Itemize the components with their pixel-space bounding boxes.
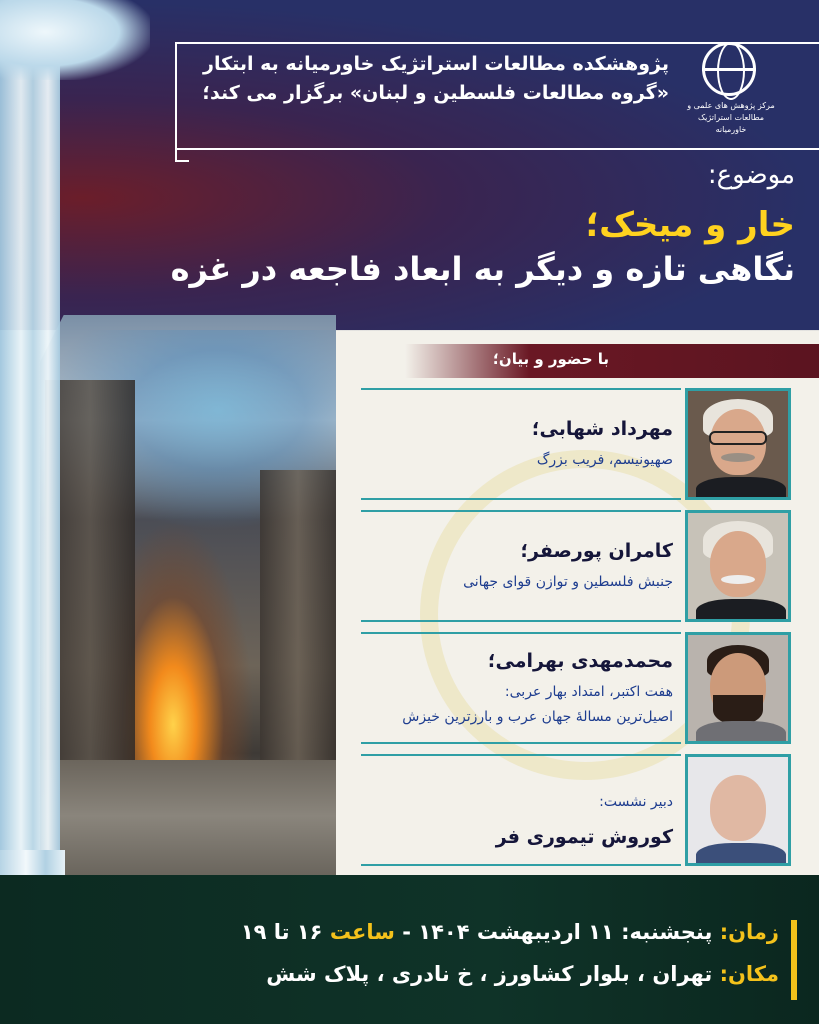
speaker-name: محمدمهدی بهرامی؛ [487, 650, 673, 672]
organizer-line-2: «گروه مطالعات فلسطین و لبنان» برگزار می کند؛ [202, 82, 669, 104]
secretary-photo [685, 754, 791, 866]
topic-label: موضوع: [707, 160, 795, 190]
event-time [241, 920, 779, 944]
column-capital [0, 0, 150, 80]
globe-icon [702, 42, 756, 96]
footer-band [0, 875, 819, 1024]
ruined-building-right [260, 470, 336, 770]
speaker-photo [685, 632, 791, 744]
speaker-photo [685, 388, 791, 500]
organizer-line-1: پژوهشکده مطالعات استراتژیک خاورمیانه به ابتکار [203, 53, 669, 75]
event-hours: ۱۶ تا ۱۹ [240, 920, 323, 944]
secretary-role: دبیر نشست: [599, 794, 673, 810]
logo-caption: مرکز پژوهش های علمی و مطالعات استراتژیک خاورمیانه [687, 101, 775, 134]
speaker-name: کامران پورصفر؛ [520, 540, 673, 562]
event-location [266, 962, 779, 986]
attendance-band [405, 344, 819, 378]
secretary-name: کوروش تیموری فر [495, 826, 673, 848]
institute-logo [683, 42, 793, 142]
speaker-card [361, 632, 791, 744]
time-label: زمان: [719, 920, 779, 944]
speaker-card [361, 510, 791, 622]
speaker-name: مهرداد شهابی؛ [531, 418, 673, 440]
footer-accent-bar [791, 920, 797, 1000]
speaker-card [361, 388, 791, 500]
attendance-label: با حضور و بیان؛ [492, 350, 609, 368]
location-value: تهران ، بلوار کشاورز ، خ نادری ، پلاک شش [266, 962, 713, 986]
speaker-topic: جنبش فلسطین و توازن قوای جهانی [463, 574, 673, 590]
event-subtitle: نگاهی تازه و دیگر به ابعاد فاجعه در غزه [170, 250, 795, 288]
speaker-photo [685, 510, 791, 622]
event-date: پنجشنبه: ۱۱ اردیبهشت ۱۴۰۴ - [394, 920, 713, 944]
hour-label: ساعت [329, 920, 395, 944]
organizer-text [189, 50, 669, 108]
event-title: خار و میخک؛ [585, 205, 795, 245]
speaker-topic-line-2: اصیل‌ترین مسالهٔ جهان عرب و بارزترین خیزش [402, 709, 673, 725]
secretary-card [361, 754, 791, 866]
speaker-topic: صهیونیسم، فریب بزرگ [536, 452, 673, 468]
location-label: مکان: [719, 962, 779, 986]
speaker-topic: هفت اکتبر، امتداد بهار عربی: [504, 684, 673, 700]
